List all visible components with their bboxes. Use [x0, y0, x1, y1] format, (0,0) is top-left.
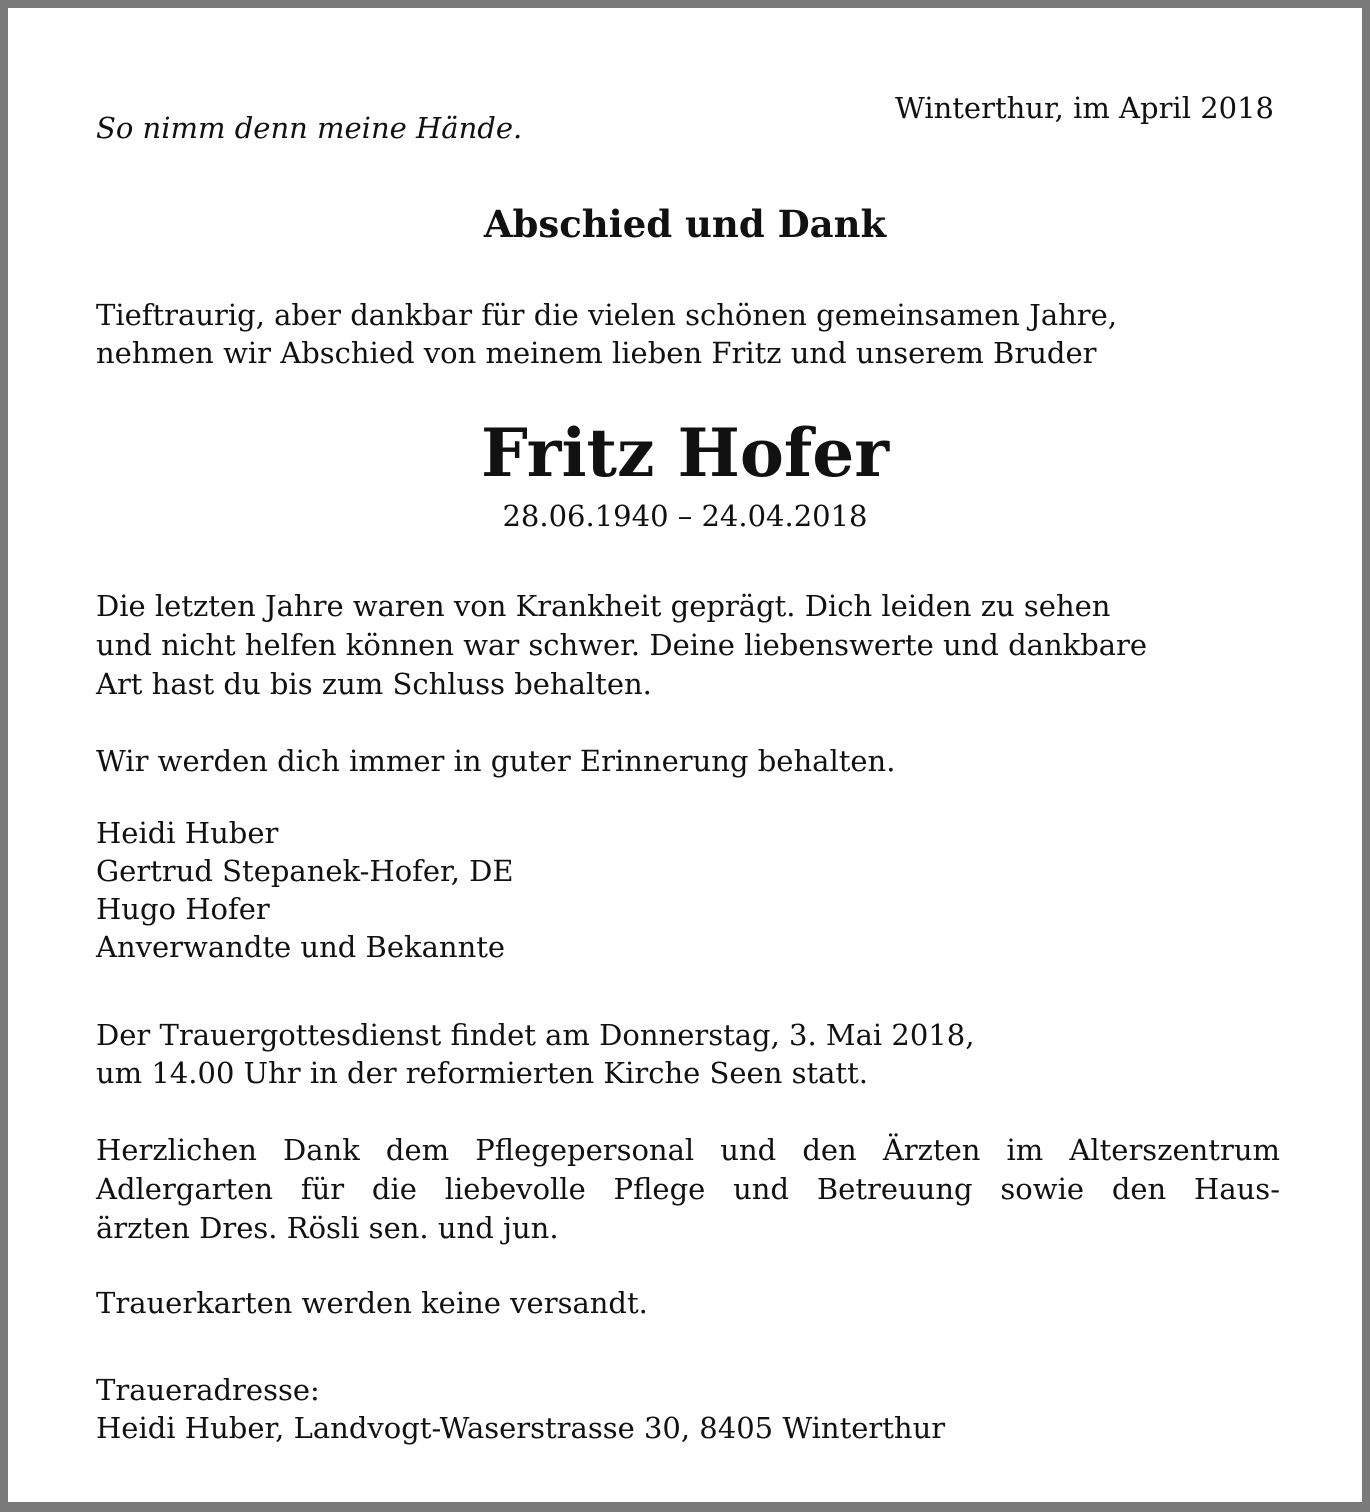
paragraph-line: und nicht helfen können war schwer. Deine liebenswerte und dankbare — [96, 628, 1148, 662]
mourner: Heidi Huber — [96, 816, 279, 850]
mourner: Hugo Hofer — [96, 892, 270, 926]
remembrance-line: Wir werden dich immer in guter Erinnerung behalten. — [96, 744, 896, 778]
thanks-line: Adlergarten für die liebevolle Pflege und Betreuung sowie den Haus- — [96, 1172, 1280, 1206]
address-label: Traueradresse: — [96, 1373, 320, 1407]
obituary-page — [8, 8, 1362, 1502]
heading: Abschied und Dank — [483, 202, 887, 246]
deceased-name: Fritz Hofer — [480, 414, 890, 492]
intro-line: nehmen wir Abschied von meinem lieben Fritz und unserem Bruder — [96, 336, 1097, 370]
place-date: Winterthur, im April 2018 — [895, 91, 1274, 125]
thanks-line: Herzlichen Dank dem Pflegepersonal und den Ärzten im Alterszentrum — [96, 1133, 1280, 1167]
thanks-line: ärzten Dres. Rösli sen. und jun. — [96, 1211, 559, 1245]
mourner: Anverwandte und Bekannte — [96, 930, 506, 964]
paragraph-line: Die letzten Jahre waren von Krankheit geprägt. Dich leiden zu sehen — [96, 589, 1111, 623]
paragraph-line: Art hast du bis zum Schluss behalten. — [96, 667, 652, 701]
mourner: Gertrud Stepanek-Hofer, DE — [96, 854, 514, 888]
service-line: Der Trauergottesdienst findet am Donnerstag, 3. Mai 2018, — [96, 1018, 975, 1052]
address: Heidi Huber, Landvogt-Waserstrasse 30, 8405 Winterthur — [96, 1411, 946, 1445]
life-dates: 28.06.1940 – 24.04.2018 — [502, 499, 868, 533]
intro-line: Tieftraurig, aber dankbar für die vielen schönen gemeinsamen Jahre, — [96, 298, 1118, 332]
service-line: um 14.00 Uhr in der reformierten Kirche Seen statt. — [96, 1056, 868, 1090]
cards-note: Trauerkarten werden keine versandt. — [96, 1286, 648, 1320]
motto: So nimm denn meine Hände. — [96, 111, 523, 145]
